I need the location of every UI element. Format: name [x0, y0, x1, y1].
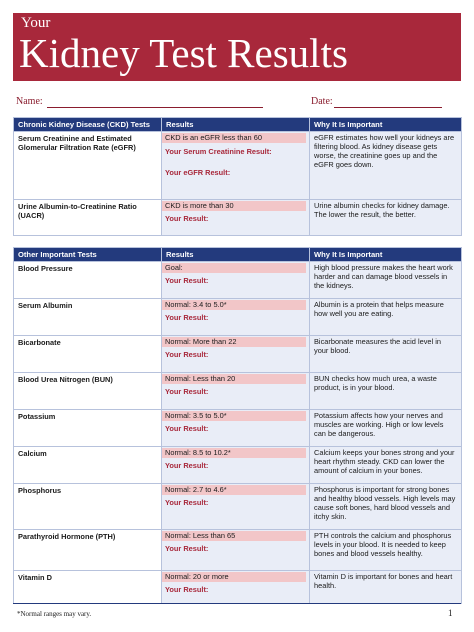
result-label[interactable]: Your Result: — [165, 498, 209, 507]
footer-divider — [13, 603, 461, 604]
result-cell — [162, 484, 310, 530]
name-date-bar — [13, 96, 461, 110]
table-row — [14, 484, 462, 530]
result-cell — [162, 200, 310, 236]
test-name: Phosphorus — [14, 484, 162, 530]
target-range: CKD is more than 30 — [162, 201, 306, 211]
test-name: Serum Creatinine and Estimated Glomerular Filtration Rate (eGFR) — [14, 132, 162, 200]
target-range: Goal: — [162, 263, 306, 273]
result-cell — [162, 373, 310, 410]
name-field[interactable] — [47, 107, 263, 108]
table-row — [14, 299, 462, 336]
test-name: Bicarbonate — [14, 336, 162, 373]
table-header-row — [14, 118, 462, 132]
footnote: *Normal ranges may vary. — [17, 610, 92, 618]
why-important: Calcium keeps your bones strong and your heart rhythm steady. CKD can lower the amount of calcium in your bones. — [310, 447, 462, 484]
result-label[interactable]: Your Result: — [165, 424, 209, 433]
table-row — [14, 410, 462, 447]
table-row — [14, 200, 462, 236]
result-label[interactable]: Your Result: — [165, 544, 209, 553]
date-field[interactable] — [334, 107, 442, 108]
ckd-tests-table — [13, 117, 462, 236]
test-name: Blood Pressure — [14, 262, 162, 299]
target-range: Normal: 3.5 to 5.0* — [162, 411, 306, 421]
name-label: Name: — [16, 96, 43, 107]
result-label[interactable]: Your eGFR Result: — [165, 168, 231, 178]
table-header-row — [14, 248, 462, 262]
column-header: Chronic Kidney Disease (CKD) Tests — [14, 118, 162, 132]
date-label: Date: — [311, 96, 333, 107]
why-important: BUN checks how much urea, a waste product, is in your blood. — [310, 373, 462, 410]
target-range: Normal: Less than 65 — [162, 531, 306, 541]
why-important: Vitamin D is important for bones and heart health. — [310, 571, 462, 604]
target-range: Normal: More than 22 — [162, 337, 306, 347]
column-header: Why It Is Important — [310, 118, 462, 132]
table-row — [14, 530, 462, 571]
result-label[interactable]: Your Result: — [165, 214, 209, 223]
result-label[interactable]: Your Result: — [165, 387, 209, 396]
column-header: Why It Is Important — [310, 248, 462, 262]
result-cell — [162, 447, 310, 484]
table-row — [14, 262, 462, 299]
why-important: PTH controls the calcium and phosphorus levels in your blood. It is needed to keep bones and blood vessels healthy. — [310, 530, 462, 571]
why-important: Phosphorus is important for strong bones and healthy blood vessels. High levels may cause soft bones, hard blood vessels and itchy skin. — [310, 484, 462, 530]
result-cell — [162, 299, 310, 336]
result-cell — [162, 336, 310, 373]
result-cell — [162, 571, 310, 604]
test-name: Potassium — [14, 410, 162, 447]
result-label[interactable]: Your Serum Creatinine Result: — [165, 147, 272, 156]
target-range: Normal: 20 or more — [162, 572, 306, 582]
result-cell — [162, 410, 310, 447]
result-cell — [162, 132, 310, 200]
test-name: Blood Urea Nitrogen (BUN) — [14, 373, 162, 410]
banner-your: Your — [21, 15, 51, 31]
target-range: Normal: 2.7 to 4.6* — [162, 485, 306, 495]
why-important: Albumin is a protein that helps measure how well you are eating. — [310, 299, 462, 336]
result-label[interactable]: Your Result: — [165, 276, 209, 285]
other-tests-table — [13, 247, 462, 604]
target-range: Normal: Less than 20 — [162, 374, 306, 384]
why-important: eGFR estimates how well your kidneys are filtering blood. As kidney disease gets worse, the creatinine goes up and the eGFR goes down. — [310, 132, 462, 200]
why-important: Bicarbonate measures the acid level in your blood. — [310, 336, 462, 373]
table-row — [14, 571, 462, 604]
result-label[interactable]: Your Result: — [165, 350, 209, 359]
page-title: Kidney Test Results — [19, 30, 348, 76]
table-row — [14, 336, 462, 373]
title-banner — [13, 13, 461, 81]
column-header: Results — [162, 248, 310, 262]
result-cell — [162, 262, 310, 299]
table-row — [14, 132, 462, 200]
page-number: 1 — [448, 608, 453, 618]
column-header: Other Important Tests — [14, 248, 162, 262]
target-range: CKD is an eGFR less than 60 — [162, 133, 306, 143]
result-cell — [162, 530, 310, 571]
test-name: Vitamin D — [14, 571, 162, 604]
result-label[interactable]: Your Result: — [165, 585, 209, 594]
why-important: Potassium affects how your nerves and muscles are working. High or low levels can be dangerous. — [310, 410, 462, 447]
test-name: Calcium — [14, 447, 162, 484]
why-important: Urine albumin checks for kidney damage. The lower the result, the better. — [310, 200, 462, 236]
test-name: Parathyroid Hormone (PTH) — [14, 530, 162, 571]
table-row — [14, 447, 462, 484]
why-important: High blood pressure makes the heart work harder and can damage blood vessels in the kidneys. — [310, 262, 462, 299]
result-label[interactable]: Your Result: — [165, 461, 209, 470]
result-label[interactable]: Your Result: — [165, 313, 209, 322]
table-row — [14, 373, 462, 410]
target-range: Normal: 3.4 to 5.0* — [162, 300, 306, 310]
target-range: Normal: 8.5 to 10.2* — [162, 448, 306, 458]
column-header: Results — [162, 118, 310, 132]
test-name: Urine Albumin-to-Creatinine Ratio (UACR) — [14, 200, 162, 236]
test-name: Serum Albumin — [14, 299, 162, 336]
